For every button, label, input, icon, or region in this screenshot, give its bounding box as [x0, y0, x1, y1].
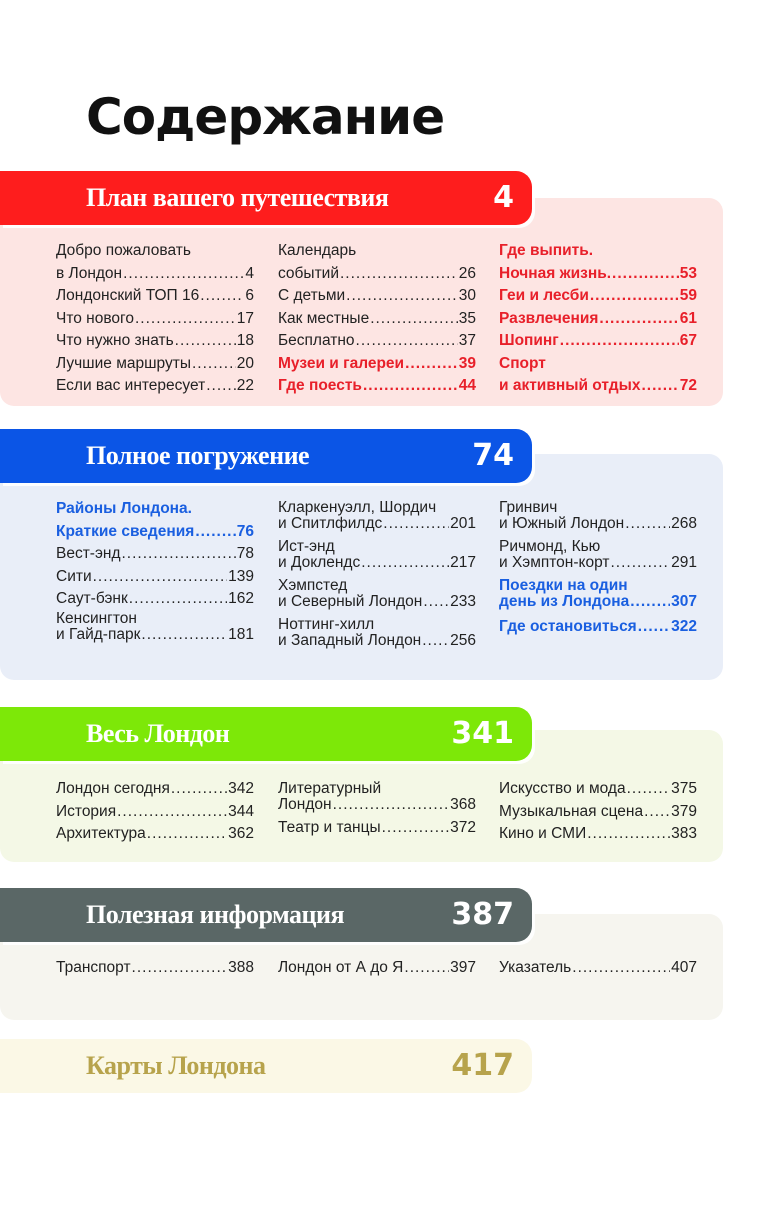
- toc-entry-label: Ноттинг-хилл: [278, 616, 375, 633]
- toc-entry-page: 139: [228, 567, 254, 585]
- toc-entry[interactable]: [499, 957, 697, 980]
- toc-column-1: [56, 240, 254, 398]
- section-title: Полезная информация: [86, 900, 345, 929]
- toc-entry-page: 322: [671, 618, 697, 635]
- toc-entry[interactable]: [56, 801, 254, 824]
- leader-dots: [363, 375, 458, 398]
- leader-dots: [206, 375, 236, 398]
- leader-dots: [171, 778, 227, 801]
- toc-entry-label: Что нужно знать: [56, 332, 174, 349]
- toc-entry-highlight[interactable]: [499, 308, 697, 331]
- toc-entry[interactable]: [499, 778, 697, 801]
- toc-entry-highlight[interactable]: [499, 616, 697, 639]
- toc-entry-label: и Спитлфилдс: [278, 515, 383, 532]
- toc-entry-page: 291: [671, 554, 697, 571]
- leader-dots: [200, 285, 244, 308]
- leader-dots: [141, 627, 227, 643]
- toc-entry-label: Музыкальная сцена: [499, 802, 644, 820]
- toc-entry-label: и Гайд-парк: [56, 625, 141, 643]
- toc-entry[interactable]: [278, 817, 476, 840]
- toc-entry[interactable]: [56, 240, 254, 263]
- toc-entry-highlight[interactable]: [278, 353, 476, 376]
- toc-entry-page: 268: [671, 515, 697, 532]
- toc-column-1: [56, 957, 254, 980]
- leader-dots: [627, 778, 671, 801]
- toc-entry-page: 44: [458, 377, 476, 394]
- toc-entry-label: Календарь: [278, 242, 357, 259]
- toc-entry-label: Сити: [56, 567, 92, 585]
- leader-dots: [560, 330, 679, 353]
- toc-entry-label: Краткие сведения: [56, 522, 195, 540]
- leader-dots: [630, 594, 670, 610]
- toc-entry-page: 181: [228, 625, 254, 643]
- toc-column-2: [278, 240, 476, 398]
- toc-entry-page: 35: [458, 309, 476, 327]
- leader-dots: [590, 285, 679, 308]
- toc-entry-label: день из Лондона: [499, 593, 630, 610]
- toc-entry-page: 4: [245, 264, 254, 282]
- toc-entry-page: 407: [671, 959, 697, 976]
- leader-dots: [175, 330, 236, 353]
- section-banner-maps[interactable]: [0, 1039, 532, 1093]
- toc-entry-wrapped[interactable]: [278, 539, 476, 571]
- toc-entry-wrapped[interactable]: [278, 617, 476, 649]
- toc-entry-page: 22: [236, 377, 254, 394]
- toc-entry-wrapped[interactable]: [56, 611, 254, 643]
- toc-entry-page: 201: [450, 515, 476, 532]
- toc-entry-page: 78: [236, 545, 254, 562]
- toc-entry-page: 256: [450, 632, 476, 649]
- toc-entry[interactable]: [499, 823, 697, 846]
- toc-entry-label: История: [56, 802, 117, 820]
- toc-entry-highlight[interactable]: [499, 285, 697, 308]
- toc-entry-wrapped[interactable]: [499, 539, 697, 571]
- toc-entry-label: Лучшие маршруты: [56, 354, 191, 372]
- section-banner-info[interactable]: [0, 888, 532, 942]
- toc-column-3: [499, 500, 697, 639]
- leader-dots: [333, 797, 450, 813]
- toc-entry-page: 39: [458, 354, 476, 372]
- toc-column-3: [499, 778, 697, 846]
- toc-entry-label: Музеи и галереи: [278, 354, 405, 372]
- toc-entry[interactable]: [56, 957, 254, 980]
- toc-column-1: [56, 498, 254, 643]
- leader-dots: [117, 801, 227, 824]
- toc-entry-page: 342: [228, 780, 254, 797]
- section-title: Карты Лондона: [86, 1051, 266, 1080]
- toc-entry-page: 362: [228, 825, 254, 842]
- toc-entry-label: Кенсингтон: [56, 609, 137, 627]
- toc-entry-label: Шопинг: [499, 332, 559, 349]
- toc-entry-page: 37: [458, 332, 476, 349]
- toc-entry-wrapped[interactable]: [499, 500, 697, 532]
- toc-entry[interactable]: [278, 240, 476, 263]
- toc-entry-label: Театр и танцы: [278, 819, 381, 836]
- leader-dots: [612, 263, 679, 286]
- leader-dots: [340, 263, 458, 286]
- toc-entry-label: в Лондон: [56, 264, 123, 282]
- leader-dots: [135, 308, 236, 331]
- toc-entry-label: Ист-энд: [278, 538, 335, 555]
- toc-entry-page: 217: [450, 554, 476, 571]
- section-page: 74: [472, 438, 514, 473]
- toc-entry-label: Гринвич: [499, 499, 558, 516]
- toc-entry-highlight[interactable]: [499, 353, 697, 376]
- toc-entry-label: Кларкенуэлл, Шордич: [278, 499, 437, 516]
- toc-entry[interactable]: [56, 330, 254, 353]
- toc-entry-page: 61: [679, 309, 697, 327]
- leader-dots: [587, 823, 670, 846]
- toc-entry-label: событий: [278, 264, 339, 282]
- toc-entry-wrapped[interactable]: [278, 781, 476, 813]
- toc-entry-label: Бесплатно: [278, 332, 355, 349]
- leader-dots: [192, 353, 236, 376]
- toc-entry-label: Лондонский ТОП 16: [56, 287, 200, 304]
- leader-dots: [422, 633, 449, 649]
- leader-dots: [641, 375, 678, 398]
- leader-dots: [382, 817, 450, 840]
- leader-dots: [599, 308, 678, 331]
- toc-entry-label: и Северный Лондон: [278, 593, 423, 610]
- toc-entry-label: Архитектура: [56, 825, 146, 842]
- toc-entry-page: 20: [236, 354, 254, 372]
- toc-entry-page: 379: [671, 802, 697, 820]
- toc-entry[interactable]: [56, 308, 254, 331]
- toc-entry-highlight[interactable]: [499, 263, 697, 286]
- toc-entry-page: 67: [679, 332, 697, 349]
- toc-entry[interactable]: [56, 263, 254, 286]
- leader-dots: [123, 263, 244, 286]
- toc-entry-label: Поездки на один: [499, 577, 628, 594]
- toc-entry-wrapped[interactable]: [278, 578, 476, 610]
- leader-dots: [93, 566, 228, 589]
- toc-entry-highlight[interactable]: [499, 375, 697, 398]
- toc-entry-page: 233: [450, 593, 476, 610]
- toc-entry-highlight[interactable]: [499, 330, 697, 353]
- toc-entry-label: Хэмпстед: [278, 577, 348, 594]
- toc-entry-label: Спорт: [499, 354, 546, 372]
- leader-dots: [423, 594, 449, 610]
- toc-entry[interactable]: [56, 823, 254, 846]
- toc-entry-page: 383: [671, 825, 697, 842]
- toc-entry-label: Ричмонд, Кью: [499, 538, 601, 555]
- leader-dots: [572, 957, 670, 980]
- toc-entry-label: Искусство и мода: [499, 780, 626, 797]
- toc-entry-label: Лондон: [278, 796, 332, 813]
- toc-entry-label: Лондон сегодня: [56, 780, 170, 797]
- toc-entry-wrapped[interactable]: [278, 500, 476, 532]
- toc-entry-page: 375: [671, 780, 697, 797]
- toc-entry-page: 59: [679, 287, 697, 304]
- section-title: План вашего путешествия: [86, 183, 389, 212]
- leader-dots: [644, 801, 670, 824]
- toc-entry[interactable]: [56, 566, 254, 589]
- toc-entry-label: Саут-бэнк: [56, 590, 128, 607]
- page-title: Содержание: [86, 88, 445, 146]
- leader-dots: [361, 555, 449, 571]
- leader-dots: [195, 521, 235, 544]
- toc-column-2: [278, 957, 476, 980]
- toc-entry[interactable]: [56, 375, 254, 398]
- section-banner-plan[interactable]: [0, 171, 532, 225]
- section-page: 387: [451, 897, 514, 932]
- toc-entry-highlight[interactable]: [56, 521, 254, 544]
- toc-entry-highlight[interactable]: [278, 375, 476, 398]
- toc-entry-page: 76: [236, 522, 254, 540]
- toc-entry-label: Лондон от А до Я: [278, 959, 404, 976]
- toc-entry-label: и Западный Лондон: [278, 632, 422, 649]
- toc-entry-label: Где поесть: [278, 377, 362, 394]
- leader-dots: [370, 308, 458, 331]
- section-page: 341: [451, 716, 514, 751]
- toc-entry-label: и Хэмптон-корт: [499, 554, 610, 571]
- toc-entry-label: С детьми: [278, 287, 346, 304]
- toc-entry[interactable]: [56, 778, 254, 801]
- toc-entry-label: Добро пожаловать: [56, 242, 191, 259]
- section-page: 4: [493, 180, 514, 215]
- toc-column-1: [56, 778, 254, 846]
- toc-entry-label: Где выпить.: [499, 242, 594, 259]
- leader-dots: [625, 516, 670, 532]
- leader-dots: [121, 543, 235, 566]
- toc-entry-label: и активный отдых: [499, 377, 641, 394]
- toc-entry-page: 344: [228, 802, 254, 820]
- leader-dots: [638, 616, 670, 639]
- toc-entry-label: Геи и лесби: [499, 287, 589, 304]
- section-title: Полное погружение: [86, 441, 310, 470]
- toc-entry-label: Литературный: [278, 780, 382, 797]
- leader-dots: [356, 330, 458, 353]
- toc-entry[interactable]: [278, 263, 476, 286]
- toc-entry[interactable]: [278, 330, 476, 353]
- toc-entry-page: 53: [679, 264, 697, 282]
- leader-dots: [129, 588, 227, 611]
- leader-dots: [404, 957, 449, 980]
- section-title: Весь Лондон: [86, 719, 230, 748]
- toc-entry-label: Как местные: [278, 309, 370, 327]
- toc-entry-page: 18: [236, 332, 254, 349]
- toc-entry-page: 162: [228, 590, 254, 607]
- toc-entry[interactable]: [56, 588, 254, 611]
- toc-entry-highlight[interactable]: [499, 240, 697, 263]
- toc-entry-page: 388: [228, 959, 254, 976]
- toc-entry-label: Ночная жизнь.: [499, 264, 612, 282]
- toc-entry-label: Указатель: [499, 959, 572, 976]
- toc-entry[interactable]: [278, 957, 476, 980]
- leader-dots: [405, 353, 458, 376]
- toc-entry-label: и Южный Лондон: [499, 515, 625, 532]
- leader-dots: [346, 285, 458, 308]
- section-banner-all-london[interactable]: [0, 707, 532, 761]
- toc-entry[interactable]: [56, 353, 254, 376]
- toc-entry-page: 26: [458, 264, 476, 282]
- toc-column-2: [278, 781, 476, 840]
- toc-column-3: [499, 240, 697, 398]
- toc-entry-page: 6: [245, 287, 254, 304]
- toc-entry-page: 307: [671, 593, 697, 610]
- leader-dots: [610, 555, 670, 571]
- toc-column-3: [499, 957, 697, 980]
- toc-entry-label: Если вас интересует: [56, 377, 206, 394]
- toc-entry[interactable]: [499, 801, 697, 824]
- toc-entry-label: Развлечения: [499, 309, 599, 327]
- toc-entry[interactable]: [56, 543, 254, 566]
- toc-entry-page: 17: [236, 309, 254, 327]
- toc-entry-page: 372: [450, 819, 476, 836]
- toc-entry-label: Кино и СМИ: [499, 825, 587, 842]
- toc-entry-wrapped-highlight[interactable]: [499, 578, 697, 610]
- toc-entry-page: 368: [450, 796, 476, 813]
- toc-entry-page: 30: [458, 287, 476, 304]
- toc-entry[interactable]: [56, 285, 254, 308]
- section-banner-immersion[interactable]: [0, 429, 532, 483]
- leader-dots: [132, 957, 228, 980]
- leader-dots: [147, 823, 227, 846]
- toc-entry-label: Районы Лондона.: [56, 500, 192, 517]
- toc-column-2: [278, 500, 476, 649]
- toc-entry-page: 72: [679, 377, 697, 394]
- toc-entry[interactable]: [278, 285, 476, 308]
- toc-entry-page: 397: [450, 959, 476, 976]
- toc-entry-label: Вест-энд: [56, 545, 121, 562]
- toc-entry-label: Транспорт: [56, 959, 131, 976]
- section-page: 417: [451, 1048, 514, 1083]
- toc-entry[interactable]: [278, 308, 476, 331]
- toc-entry-label: Что нового: [56, 309, 134, 327]
- leader-dots: [383, 516, 449, 532]
- toc-entry-label: Где остановиться: [499, 618, 637, 635]
- toc-entry-highlight[interactable]: [56, 498, 254, 521]
- toc-entry-label: и Доклендс: [278, 554, 361, 571]
